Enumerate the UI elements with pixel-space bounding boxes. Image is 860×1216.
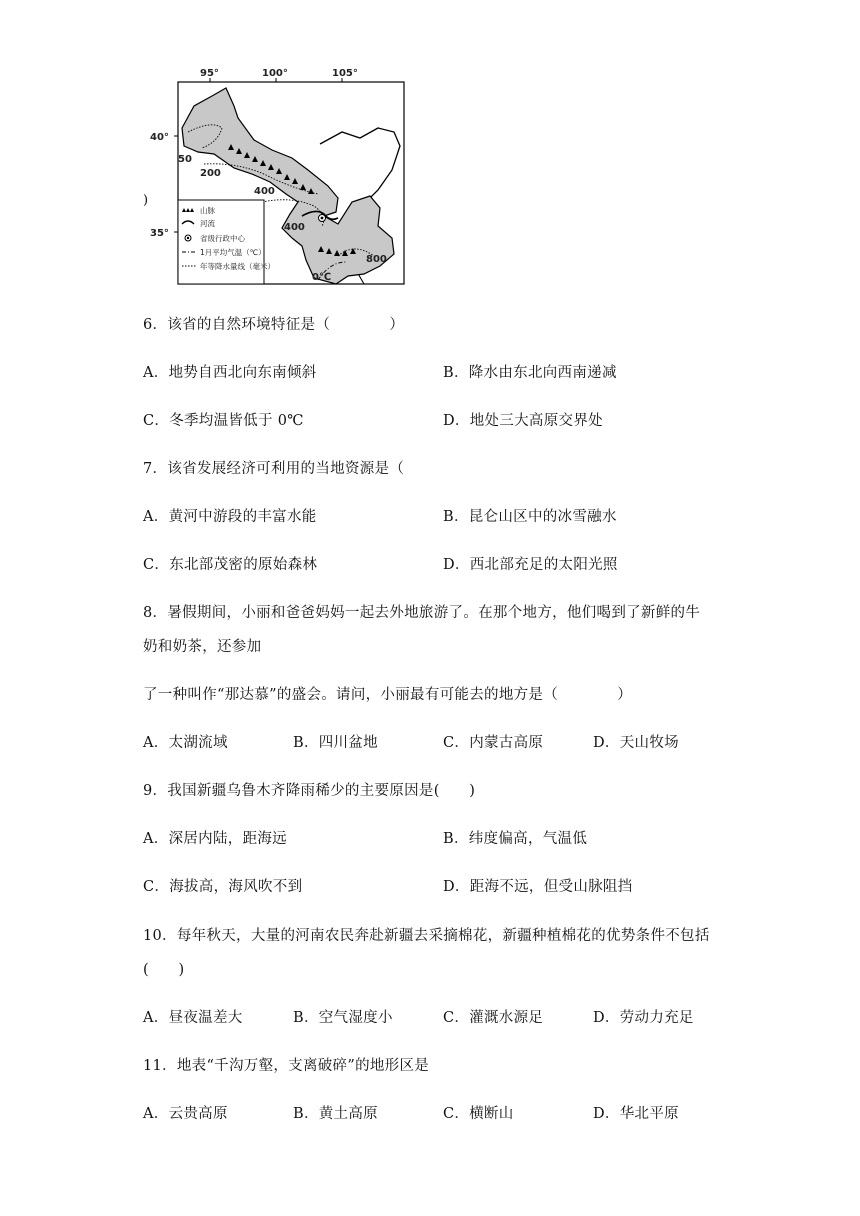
lon-label-100: 100° xyxy=(262,68,288,79)
lat-label-35: 35° xyxy=(150,228,169,239)
question-7-stem: 7．该省发展经济可利用的当地资源是（ xyxy=(143,461,405,477)
lat-label-40: 40° xyxy=(150,132,169,143)
lon-label-105: 105° xyxy=(332,68,358,79)
question-9-option-d: D．距海不远，但受山脉阻挡 xyxy=(443,879,633,895)
question-10-option-d: D．劳动力充足 xyxy=(593,1010,694,1026)
question-6-option-a: A．地势自西北向东南倾斜 xyxy=(143,365,317,381)
map-legend xyxy=(178,200,275,284)
question-8-option-b: B．四川盆地 xyxy=(293,735,378,751)
question-6-option-c: C．冬季均温皆低于 0℃ xyxy=(143,413,304,429)
question-7-option-b: B．昆仑山区中的冰雪融水 xyxy=(443,509,617,525)
question-11-stem: 11．地表“千沟万壑，支离破碎”的地形区是 xyxy=(143,1058,430,1074)
question-8-stem-line3: 了一种叫作“那达慕”的盛会。请问，小丽最有可能去的地方是（ ） xyxy=(143,687,633,703)
question-11-option-b: B．黄土高原 xyxy=(293,1106,378,1122)
question-9-option-c: C．海拔高，海风吹不到 xyxy=(143,879,303,895)
contour-label-0c: 0℃ xyxy=(312,272,332,283)
question-10-stem-line1: 10．每年秋天，大量的河南农民奔赴新疆去采摘棉花，新疆种植棉花的优势条件不包括 xyxy=(143,928,710,944)
question-9-option-a: A．深居内陆，距海远 xyxy=(143,831,287,847)
question-11-option-a: A．云贵高原 xyxy=(143,1106,228,1122)
question-7-option-d: D．西北部充足的太阳光照 xyxy=(443,557,618,573)
question-7-option-a: A．黄河中游段的丰富水能 xyxy=(143,509,317,525)
question-8-option-d: D．天山牧场 xyxy=(593,735,679,751)
province-map-figure xyxy=(142,66,408,288)
contour-label-400a: 400 xyxy=(254,186,275,197)
legend-river: 河流 xyxy=(200,219,215,228)
contour-label-800: 800 xyxy=(366,254,387,265)
lon-label-95: 95° xyxy=(200,68,219,79)
question-9-option-b: B．纬度偏高，气温低 xyxy=(443,831,588,847)
question-6-stem: 6．该省的自然环境特征是（ ） xyxy=(143,317,405,333)
question-10-option-a: A．昼夜温差大 xyxy=(143,1010,243,1026)
province-map xyxy=(142,66,408,288)
question-8-stem-line2: 奶和奶茶，还参加 xyxy=(143,639,262,655)
contour-label-400b: 400 xyxy=(284,222,305,233)
legend-capital: 省级行政中心 xyxy=(200,234,245,243)
legend-isohyet: 年等降水量线（毫米） xyxy=(200,262,275,271)
legend-jan-temp: 1月平均气温（℃） xyxy=(200,248,266,257)
question-8-option-a: A．太湖流域 xyxy=(143,735,228,751)
question-10-option-c: C．灌溉水源足 xyxy=(443,1010,544,1026)
question-9-stem: 9．我国新疆乌鲁木齐降雨稀少的主要原因是( ) xyxy=(143,783,476,799)
question-7-option-c: C．东北部茂密的原始森林 xyxy=(143,557,318,573)
question-10-stem-line2: ( ) xyxy=(143,962,185,978)
question-10-option-b: B．空气湿度小 xyxy=(293,1010,393,1026)
question-8-option-c: C．内蒙古高原 xyxy=(443,735,544,751)
question-8-stem-line1: 8．暑假期间，小丽和爸爸妈妈一起去外地旅游了。在那个地方，他们喝到了新鲜的牛 xyxy=(143,605,701,621)
question-11-option-d: D．华北平原 xyxy=(593,1106,679,1122)
stray-parenthesis: ) xyxy=(143,193,149,208)
contour-label-200: 200 xyxy=(200,168,221,179)
question-6-option-b: B．降水由东北向西南递减 xyxy=(443,365,617,381)
legend-mountain: 山脉 xyxy=(200,206,215,215)
question-11-option-c: C．横断山 xyxy=(443,1106,514,1122)
contour-label-50: 50 xyxy=(178,154,192,165)
question-6-option-d: D．地处三大高原交界处 xyxy=(443,413,603,429)
